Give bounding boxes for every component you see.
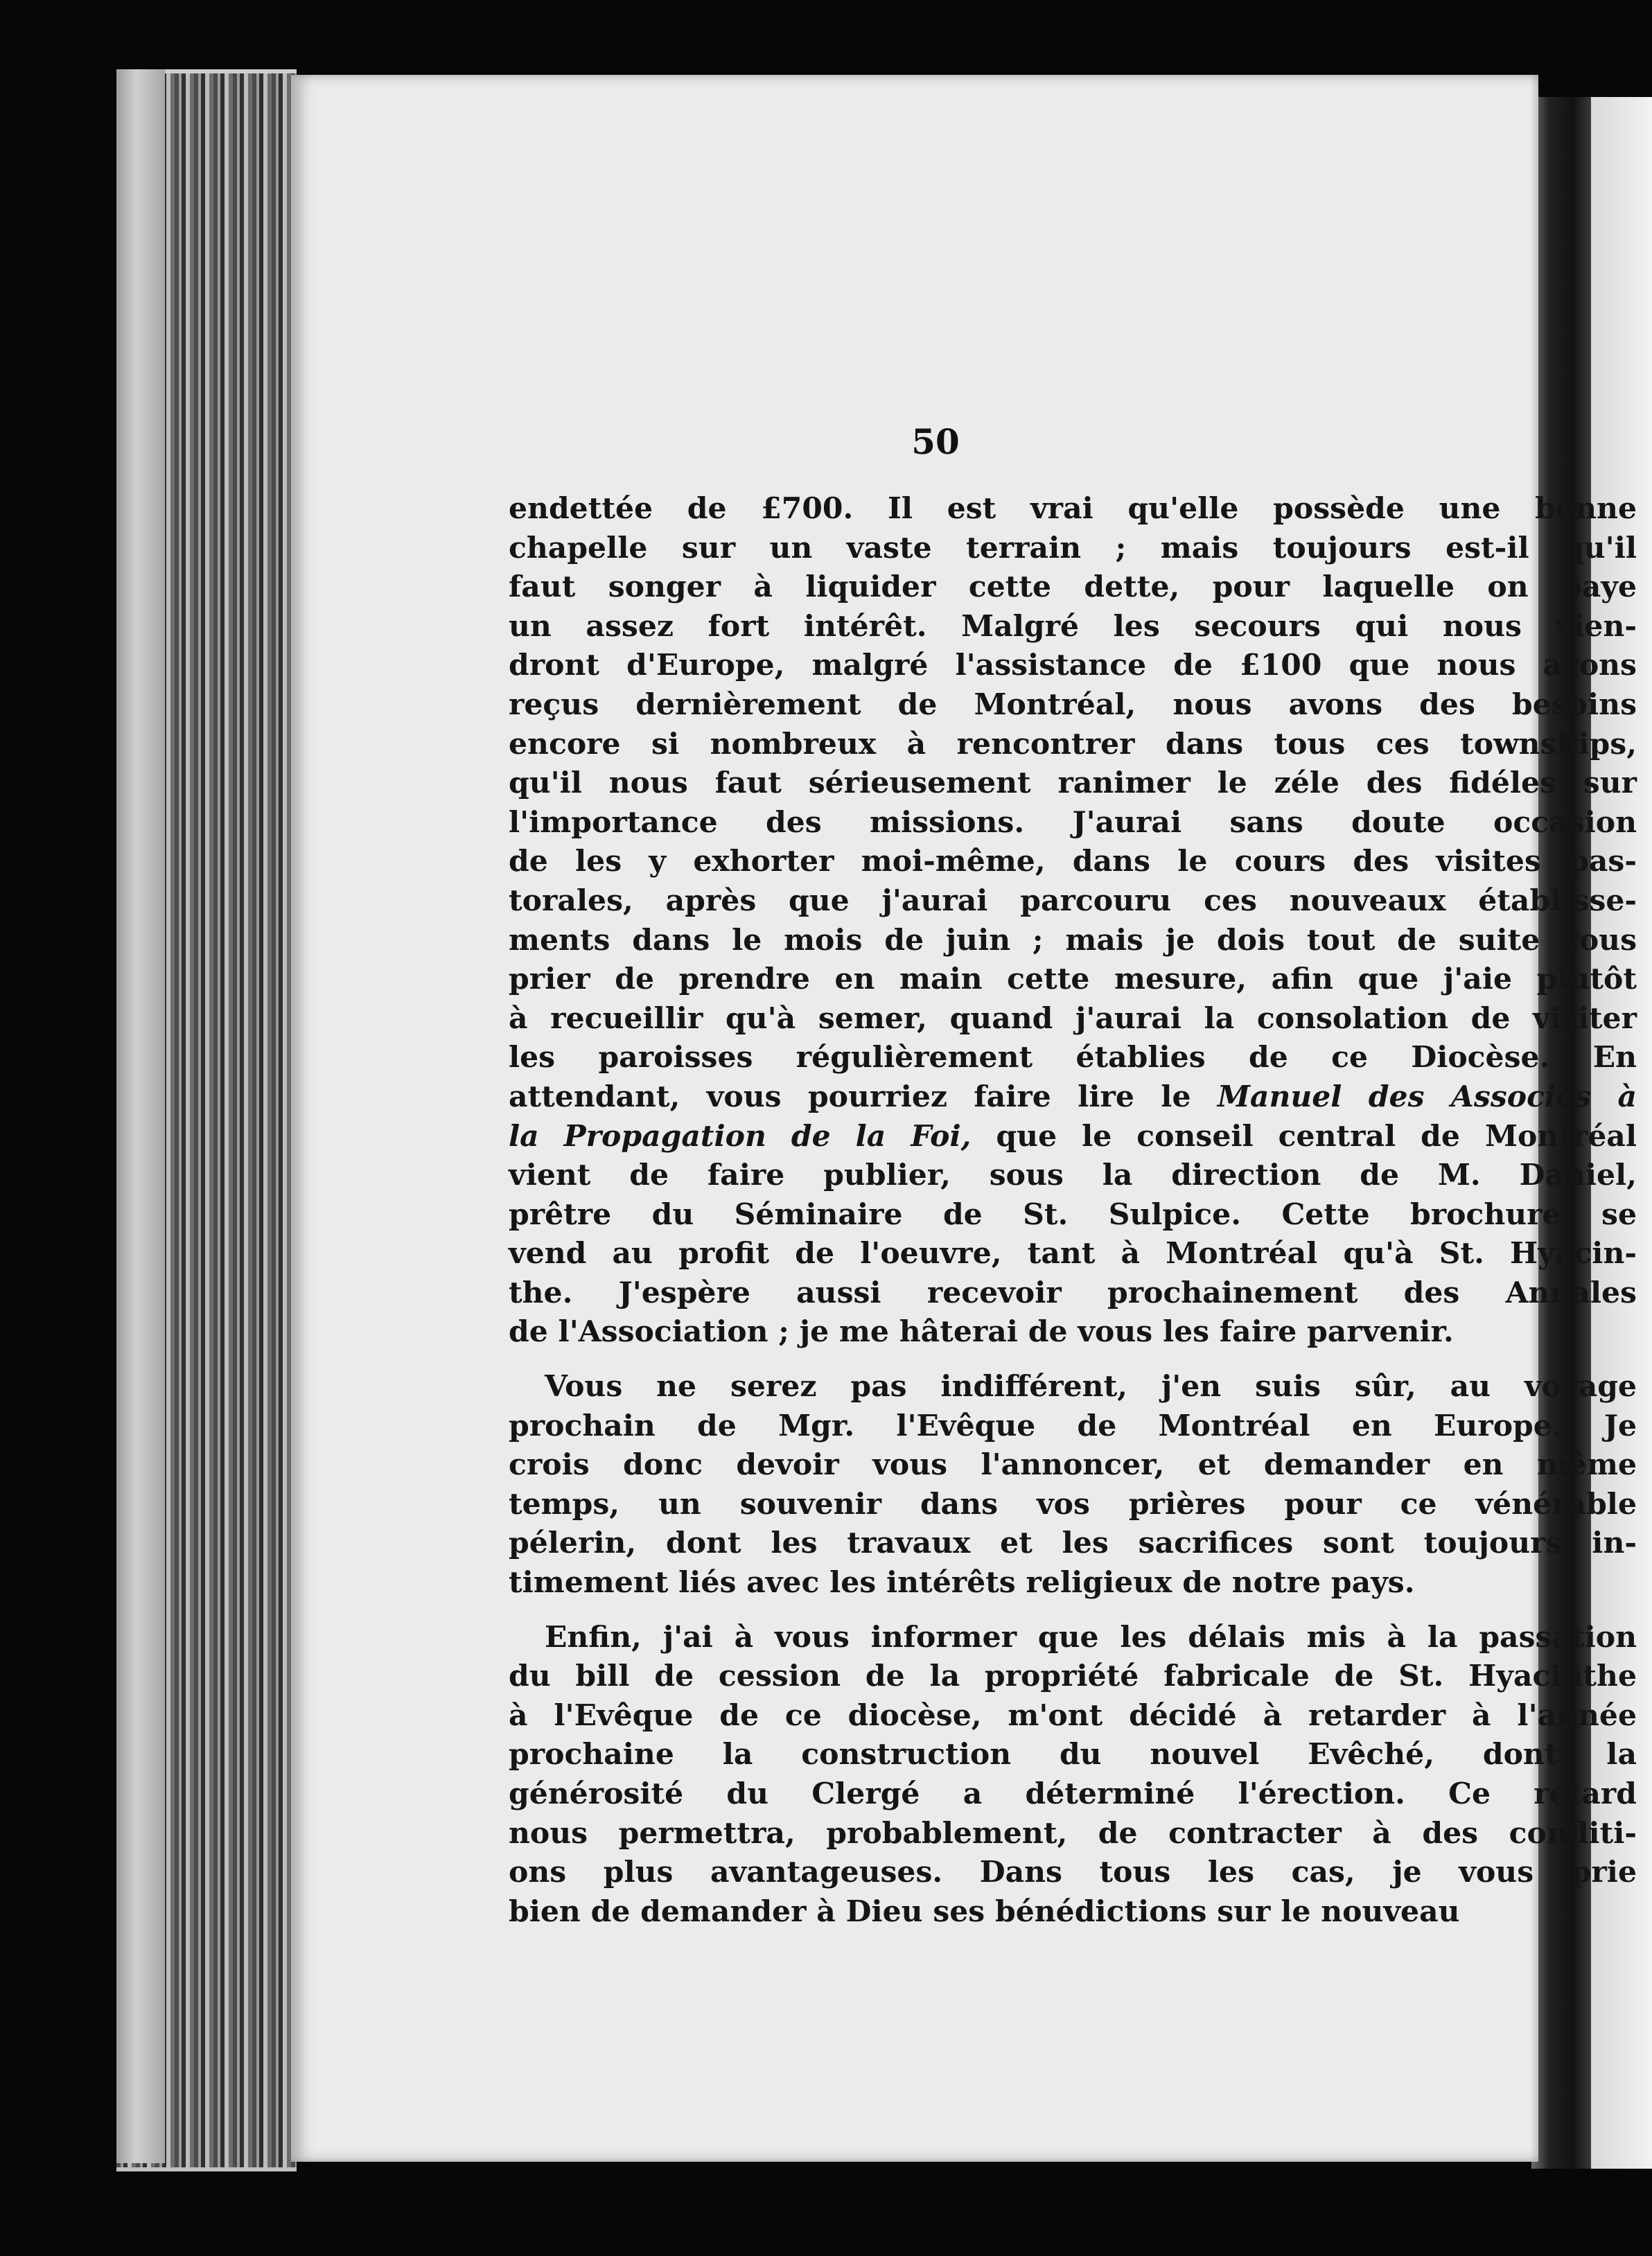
text-line: endettée de £700. Il est vrai qu'elle possède une bonne	[509, 491, 1637, 526]
text-line: temps, un souvenir dans vos prières pour ce vénérable	[509, 1486, 1637, 1522]
text-line: pélerin, dont les travaux et les sacrifices sont toujours in-	[509, 1526, 1637, 1561]
book-title-italic: Manuel des Associés à	[1217, 1079, 1637, 1114]
text-line: de les y exhorter moi-même, dans le cours des visites pas-	[509, 844, 1637, 879]
text-line: l'importance des missions. J'aurai sans doute occasion	[509, 804, 1637, 840]
text-line: qu'il nous faut sérieusement ranimer le zéle des fidéles sur	[509, 766, 1637, 801]
text-line: ons plus avantageuses. Dans tous les cas, je vous prie	[509, 1855, 1637, 1890]
text-line: les paroisses régulièrement établies de ce Diocèse. En	[509, 1040, 1637, 1075]
text-line: la Propagation de la Foi, que le conseil central de Montréal	[509, 1118, 1637, 1154]
paragraph-3	[509, 1618, 1637, 1932]
book-title-italic: la Propagation de la Foi,	[509, 1118, 972, 1154]
text-line: bien de demander à Dieu ses bénédictions sur le nouveau	[509, 1894, 1460, 1929]
text-line: générosité du Clergé a déterminé l'érection. Ce retard	[509, 1777, 1637, 1811]
text-line: de l'Association ; je me hâterai de vous les faire parvenir.	[509, 1314, 1454, 1350]
text-line: Enfin, j'ai à vous informer que les délais mis à la passation	[545, 1619, 1637, 1655]
text-line: chapelle sur un vaste terrain ; mais toujours est-il qu'il	[509, 530, 1637, 565]
text-line: encore si nombreux à rencontrer dans tous ces townships,	[509, 726, 1637, 761]
text-line: vend au profit de l'oeuvre, tant à Montréal qu'à St. Hyacin-	[509, 1236, 1637, 1271]
text-line: vient de faire publier, sous la direction de M. Daniel,	[509, 1158, 1637, 1193]
text-line: timement liés avec les intérêts religieux de notre pays.	[509, 1565, 1415, 1601]
text-line: torales, après que j'aurai parcouru ces nouveaux établisse-	[509, 883, 1637, 918]
text-line: prêtre du Séminaire de St. Sulpice. Cette brochure se	[509, 1197, 1637, 1232]
page-number: 50	[911, 421, 960, 462]
text-line: the. J'espère aussi recevoir prochainement des Annales	[509, 1275, 1637, 1310]
text-line: faut songer à liquider cette dette, pour laquelle on paye	[509, 570, 1637, 605]
text-line: prochaine la construction du nouvel Evêché, dont la	[509, 1737, 1637, 1772]
text-line: reçus dernièrement de Montréal, nous avons des besoins	[509, 687, 1637, 722]
text-line: à recueillir qu'à semer, quand j'aurai la consolation de visiter	[509, 1001, 1637, 1036]
paragraph-1	[509, 489, 1637, 1352]
text-line: ments dans le mois de juin ; mais je dois tout de suite vous	[509, 922, 1637, 958]
text-line: dront d'Europe, malgré l'assistance de £100 que nous avons	[509, 648, 1637, 683]
text-line: un assez fort intérêt. Malgré les secours qui nous vien-	[509, 608, 1637, 644]
text-line: Vous ne serez pas indifférent, j'en suis sûr, au voyage	[545, 1369, 1637, 1404]
paragraph-2	[509, 1367, 1637, 1603]
book-page	[291, 75, 1637, 2162]
text-line: prochain de Mgr. l'Evêque de Montréal en Europe. Je	[509, 1408, 1637, 1443]
text-line: crois donc devoir vous l'annoncer, et demander en même	[509, 1447, 1637, 1483]
text-line: à l'Evêque de ce diocèse, m'ont décidé à retarder à l'année	[509, 1698, 1637, 1733]
text-line: du bill de cession de la propriété fabricale de St. Hyacinthe	[509, 1659, 1637, 1694]
text-line: prier de prendre en main cette mesure, afin que j'aie plutôt	[509, 962, 1637, 997]
book-cover-edge	[116, 69, 165, 2163]
text-line: nous permettra, probablement, de contracter à des conditi-	[509, 1815, 1637, 1851]
text-line: attendant, vous pourriez faire lire le Manuel des Associés à	[509, 1079, 1637, 1114]
page-text	[509, 489, 1637, 1931]
